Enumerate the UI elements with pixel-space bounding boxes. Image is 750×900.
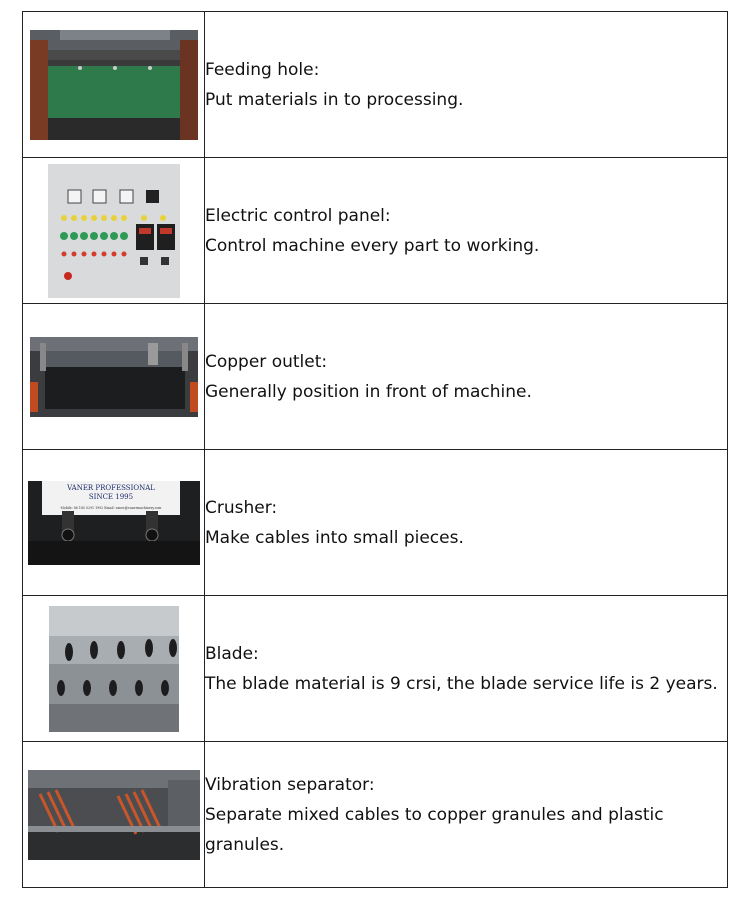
image-cell	[23, 450, 205, 596]
row-title: Vibration separator:	[205, 774, 375, 795]
row-title: Feeding hole:	[205, 59, 320, 80]
table-row	[23, 596, 728, 742]
row-description: The blade material is 9 crsi, the blade service life is 2 years.	[205, 673, 718, 694]
table-row	[23, 742, 728, 888]
row-description: granules.	[205, 834, 285, 855]
row-description: Generally position in front of machine.	[205, 381, 532, 402]
table-row	[23, 12, 728, 158]
text-cell	[205, 450, 728, 596]
text-cell	[205, 12, 728, 158]
blade-photo	[49, 606, 179, 732]
vibration-separator-photo	[28, 770, 200, 860]
copper-outlet-photo	[30, 337, 198, 417]
crusher-photo-label: VANER PROFESSIONAL	[66, 483, 155, 492]
spec-table	[22, 11, 728, 888]
image-cell	[23, 304, 205, 450]
text-cell	[205, 158, 728, 304]
row-title: Electric control panel:	[205, 205, 391, 226]
row-title: Copper outlet:	[205, 351, 328, 372]
control-panel-photo	[48, 164, 180, 298]
table-row	[23, 450, 728, 596]
crusher-photo	[28, 481, 200, 565]
table-row	[23, 158, 728, 304]
image-cell	[23, 596, 205, 742]
table-row	[23, 304, 728, 450]
row-description: Control machine every part to working.	[205, 235, 540, 256]
text-cell	[205, 304, 728, 450]
row-title: Blade:	[205, 643, 259, 664]
crusher-photo-label: Mobile: 86 185 0291 1992 Email: vaner@vanermachinery.com	[60, 505, 161, 510]
image-cell	[23, 742, 205, 888]
image-cell	[23, 158, 205, 304]
text-cell	[205, 596, 728, 742]
row-description: Put materials in to processing.	[205, 89, 464, 110]
row-title: Crusher:	[205, 497, 278, 518]
feeding-hole-photo	[30, 30, 198, 140]
row-description: Separate mixed cables to copper granules and plastic	[205, 804, 664, 825]
row-description: Make cables into small pieces.	[205, 527, 464, 548]
crusher-photo-label: SINCE 1995	[88, 492, 133, 501]
text-cell	[205, 742, 728, 888]
image-cell	[23, 12, 205, 158]
